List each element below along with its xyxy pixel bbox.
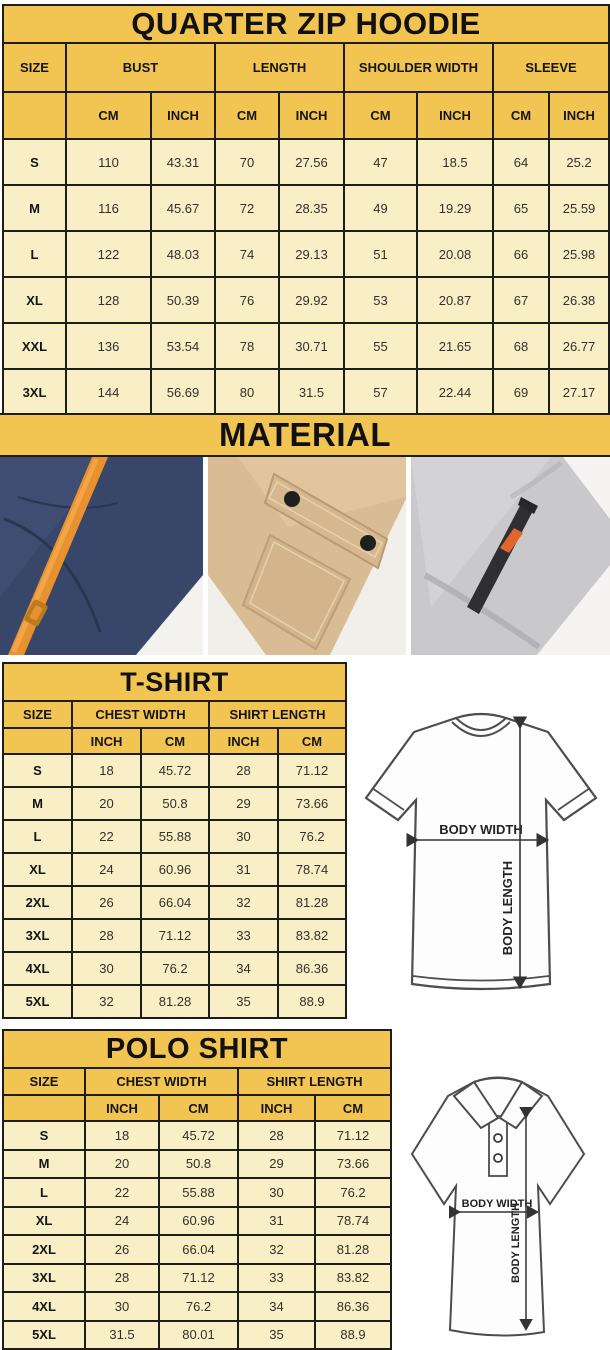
value-cell: 45.72 bbox=[141, 754, 209, 787]
value-cell: 33 bbox=[209, 919, 278, 952]
table-row bbox=[3, 1292, 391, 1321]
value-cell: 53.54 bbox=[151, 323, 215, 369]
value-cell: 88.9 bbox=[315, 1321, 391, 1350]
size-cell: M bbox=[3, 185, 66, 231]
unit-header: CM bbox=[315, 1095, 391, 1121]
value-cell: 48.03 bbox=[151, 231, 215, 277]
value-cell: 32 bbox=[238, 1235, 315, 1264]
tshirt-col-size: SIZE bbox=[3, 701, 72, 728]
value-cell: 28.35 bbox=[279, 185, 344, 231]
table-row bbox=[3, 231, 609, 277]
table-row bbox=[3, 1178, 391, 1207]
table-row bbox=[3, 820, 346, 853]
unit-header: INCH bbox=[417, 92, 493, 139]
khaki-pocket-photo bbox=[208, 457, 406, 655]
value-cell: 76.2 bbox=[141, 952, 209, 985]
value-cell: 22 bbox=[85, 1178, 159, 1207]
value-cell: 83.82 bbox=[278, 919, 346, 952]
unit-header: INCH bbox=[549, 92, 609, 139]
value-cell: 83.82 bbox=[315, 1264, 391, 1293]
value-cell: 50.8 bbox=[141, 787, 209, 820]
value-cell: 128 bbox=[66, 277, 151, 323]
value-cell: 43.31 bbox=[151, 139, 215, 185]
value-cell: 76.2 bbox=[159, 1292, 238, 1321]
value-cell: 76.2 bbox=[278, 820, 346, 853]
value-cell: 29.13 bbox=[279, 231, 344, 277]
value-cell: 28 bbox=[72, 919, 141, 952]
table-row bbox=[3, 139, 609, 185]
tshirt-col-chest-width: CHEST WIDTH bbox=[72, 701, 209, 728]
value-cell: 33 bbox=[238, 1264, 315, 1293]
size-cell: L bbox=[3, 820, 72, 853]
value-cell: 34 bbox=[238, 1292, 315, 1321]
unit-header: CM bbox=[278, 728, 346, 754]
table-row bbox=[3, 1207, 391, 1236]
hoodie-size-table bbox=[2, 4, 610, 416]
value-cell: 56.69 bbox=[151, 369, 215, 415]
unit-header: CM bbox=[344, 92, 417, 139]
value-cell: 73.66 bbox=[278, 787, 346, 820]
value-cell: 55.88 bbox=[141, 820, 209, 853]
value-cell: 67 bbox=[493, 277, 549, 323]
value-cell: 19.29 bbox=[417, 185, 493, 231]
size-cell: 2XL bbox=[3, 886, 72, 919]
value-cell: 29.92 bbox=[279, 277, 344, 323]
value-cell: 20 bbox=[85, 1150, 159, 1179]
size-cell: 4XL bbox=[3, 952, 72, 985]
value-cell: 30.71 bbox=[279, 323, 344, 369]
snap-button bbox=[360, 535, 376, 551]
value-cell: 50.39 bbox=[151, 277, 215, 323]
navy-fleece-photo bbox=[0, 457, 203, 655]
value-cell: 26.38 bbox=[549, 277, 609, 323]
placket-button bbox=[494, 1134, 502, 1142]
table-row bbox=[3, 1121, 391, 1150]
material-photo-gray-zipper bbox=[411, 457, 610, 655]
table-row bbox=[3, 1235, 391, 1264]
value-cell: 68 bbox=[493, 323, 549, 369]
unit-header: CM bbox=[66, 92, 151, 139]
value-cell: 53 bbox=[344, 277, 417, 323]
value-cell: 28 bbox=[85, 1264, 159, 1293]
unit-header: CM bbox=[493, 92, 549, 139]
value-cell: 22 bbox=[72, 820, 141, 853]
value-cell: 20.87 bbox=[417, 277, 493, 323]
size-cell: 3XL bbox=[3, 369, 66, 415]
size-cell: XL bbox=[3, 277, 66, 323]
value-cell: 28 bbox=[238, 1121, 315, 1150]
value-cell: 26 bbox=[85, 1235, 159, 1264]
value-cell: 27.56 bbox=[279, 139, 344, 185]
value-cell: 24 bbox=[72, 853, 141, 886]
value-cell: 31.5 bbox=[279, 369, 344, 415]
size-cell: M bbox=[3, 1150, 85, 1179]
polo-measurement-diagram bbox=[392, 1058, 607, 1350]
value-cell: 28 bbox=[209, 754, 278, 787]
value-cell: 32 bbox=[72, 985, 141, 1018]
value-cell: 74 bbox=[215, 231, 279, 277]
tshirt-table-title: T-SHIRT bbox=[3, 663, 346, 701]
body-length-label: BODY LENGTH bbox=[500, 860, 515, 956]
polo-table-title: POLO SHIRT bbox=[3, 1030, 391, 1068]
value-cell: 25.98 bbox=[549, 231, 609, 277]
value-cell: 80 bbox=[215, 369, 279, 415]
material-photo-navy-drawstring bbox=[0, 457, 203, 655]
material-heading bbox=[0, 413, 610, 457]
placket-button bbox=[494, 1154, 502, 1162]
value-cell: 32 bbox=[209, 886, 278, 919]
size-cell: M bbox=[3, 787, 72, 820]
unit-header: CM bbox=[159, 1095, 238, 1121]
value-cell: 35 bbox=[209, 985, 278, 1018]
table-row bbox=[3, 1321, 391, 1350]
hoodie-col-size: SIZE bbox=[3, 43, 66, 92]
table-row bbox=[3, 1264, 391, 1293]
polo-col-chest-width: CHEST WIDTH bbox=[85, 1068, 238, 1095]
empty-cell bbox=[3, 1095, 85, 1121]
value-cell: 35 bbox=[238, 1321, 315, 1350]
tshirt-size-table bbox=[2, 662, 347, 1019]
value-cell: 18 bbox=[72, 754, 141, 787]
value-cell: 60.96 bbox=[141, 853, 209, 886]
value-cell: 27.17 bbox=[549, 369, 609, 415]
size-cell: 3XL bbox=[3, 1264, 85, 1293]
table-row bbox=[3, 985, 346, 1018]
size-cell: 3XL bbox=[3, 919, 72, 952]
value-cell: 71.12 bbox=[278, 754, 346, 787]
value-cell: 30 bbox=[85, 1292, 159, 1321]
tshirt-outline bbox=[366, 714, 596, 989]
unit-header: INCH bbox=[151, 92, 215, 139]
value-cell: 26 bbox=[72, 886, 141, 919]
size-cell: L bbox=[3, 1178, 85, 1207]
material-photo-khaki-pocket bbox=[208, 457, 406, 655]
value-cell: 26.77 bbox=[549, 323, 609, 369]
table-row bbox=[3, 185, 609, 231]
value-cell: 71.12 bbox=[141, 919, 209, 952]
body-length-label: BODY LENGTH bbox=[510, 1203, 522, 1283]
tshirt-col-shirt-length: SHIRT LENGTH bbox=[209, 701, 346, 728]
table-row bbox=[3, 886, 346, 919]
size-cell: S bbox=[3, 139, 66, 185]
value-cell: 65 bbox=[493, 185, 549, 231]
value-cell: 24 bbox=[85, 1207, 159, 1236]
value-cell: 20 bbox=[72, 787, 141, 820]
value-cell: 57 bbox=[344, 369, 417, 415]
value-cell: 31.5 bbox=[85, 1321, 159, 1350]
hoodie-col-shoulder-width: SHOULDER WIDTH bbox=[344, 43, 493, 92]
table-row bbox=[3, 952, 346, 985]
value-cell: 116 bbox=[66, 185, 151, 231]
value-cell: 25.2 bbox=[549, 139, 609, 185]
size-cell: XL bbox=[3, 853, 72, 886]
value-cell: 64 bbox=[493, 139, 549, 185]
value-cell: 71.12 bbox=[315, 1121, 391, 1150]
gray-fleece-photo bbox=[411, 457, 610, 655]
value-cell: 66.04 bbox=[159, 1235, 238, 1264]
value-cell: 31 bbox=[238, 1207, 315, 1236]
unit-header: INCH bbox=[209, 728, 278, 754]
value-cell: 55.88 bbox=[159, 1178, 238, 1207]
size-cell: XXL bbox=[3, 323, 66, 369]
snap-button bbox=[284, 491, 300, 507]
table-row bbox=[3, 754, 346, 787]
value-cell: 18 bbox=[85, 1121, 159, 1150]
size-cell: XL bbox=[3, 1207, 85, 1236]
body-width-label: BODY WIDTH bbox=[439, 822, 523, 837]
table-row bbox=[3, 277, 609, 323]
value-cell: 88.9 bbox=[278, 985, 346, 1018]
value-cell: 20.08 bbox=[417, 231, 493, 277]
value-cell: 18.5 bbox=[417, 139, 493, 185]
size-cell: L bbox=[3, 231, 66, 277]
size-cell: S bbox=[3, 754, 72, 787]
value-cell: 86.36 bbox=[315, 1292, 391, 1321]
polo-size-table bbox=[2, 1029, 392, 1350]
value-cell: 45.67 bbox=[151, 185, 215, 231]
unit-header: INCH bbox=[85, 1095, 159, 1121]
table-row bbox=[3, 323, 609, 369]
value-cell: 136 bbox=[66, 323, 151, 369]
empty-cell bbox=[3, 728, 72, 754]
size-cell: 2XL bbox=[3, 1235, 85, 1264]
value-cell: 21.65 bbox=[417, 323, 493, 369]
hoodie-col-length: LENGTH bbox=[215, 43, 344, 92]
size-cell: 4XL bbox=[3, 1292, 85, 1321]
value-cell: 66 bbox=[493, 231, 549, 277]
value-cell: 78 bbox=[215, 323, 279, 369]
hoodie-col-bust: BUST bbox=[66, 43, 215, 92]
value-cell: 60.96 bbox=[159, 1207, 238, 1236]
value-cell: 78.74 bbox=[315, 1207, 391, 1236]
value-cell: 50.8 bbox=[159, 1150, 238, 1179]
hoodie-col-sleeve: SLEEVE bbox=[493, 43, 609, 92]
value-cell: 78.74 bbox=[278, 853, 346, 886]
value-cell: 122 bbox=[66, 231, 151, 277]
value-cell: 80.01 bbox=[159, 1321, 238, 1350]
value-cell: 22.44 bbox=[417, 369, 493, 415]
size-cell: 5XL bbox=[3, 1321, 85, 1350]
table-row bbox=[3, 369, 609, 415]
material-heading-text: MATERIAL bbox=[218, 416, 392, 453]
polo-col-size: SIZE bbox=[3, 1068, 85, 1095]
body-width-label: BODY WIDTH bbox=[461, 1198, 533, 1210]
value-cell: 29 bbox=[238, 1150, 315, 1179]
hoodie-table-title: QUARTER ZIP HOODIE bbox=[3, 5, 609, 43]
value-cell: 25.59 bbox=[549, 185, 609, 231]
value-cell: 49 bbox=[344, 185, 417, 231]
size-cell: 5XL bbox=[3, 985, 72, 1018]
unit-header: INCH bbox=[238, 1095, 315, 1121]
table-row bbox=[3, 787, 346, 820]
value-cell: 45.72 bbox=[159, 1121, 238, 1150]
material-photo-strip bbox=[0, 457, 610, 655]
table-row bbox=[3, 1150, 391, 1179]
placket bbox=[489, 1116, 507, 1176]
value-cell: 144 bbox=[66, 369, 151, 415]
value-cell: 55 bbox=[344, 323, 417, 369]
value-cell: 72 bbox=[215, 185, 279, 231]
empty-cell bbox=[3, 92, 66, 139]
size-cell: S bbox=[3, 1121, 85, 1150]
value-cell: 73.66 bbox=[315, 1150, 391, 1179]
value-cell: 69 bbox=[493, 369, 549, 415]
value-cell: 76 bbox=[215, 277, 279, 323]
value-cell: 30 bbox=[72, 952, 141, 985]
unit-header: INCH bbox=[72, 728, 141, 754]
value-cell: 34 bbox=[209, 952, 278, 985]
unit-header: CM bbox=[141, 728, 209, 754]
value-cell: 71.12 bbox=[159, 1264, 238, 1293]
value-cell: 29 bbox=[209, 787, 278, 820]
value-cell: 81.28 bbox=[315, 1235, 391, 1264]
tshirt-measurement-diagram bbox=[352, 688, 610, 1018]
unit-header: INCH bbox=[279, 92, 344, 139]
value-cell: 30 bbox=[238, 1178, 315, 1207]
value-cell: 86.36 bbox=[278, 952, 346, 985]
value-cell: 66.04 bbox=[141, 886, 209, 919]
table-row bbox=[3, 919, 346, 952]
value-cell: 81.28 bbox=[141, 985, 209, 1018]
value-cell: 31 bbox=[209, 853, 278, 886]
value-cell: 110 bbox=[66, 139, 151, 185]
value-cell: 70 bbox=[215, 139, 279, 185]
polo-col-shirt-length: SHIRT LENGTH bbox=[238, 1068, 391, 1095]
value-cell: 47 bbox=[344, 139, 417, 185]
value-cell: 81.28 bbox=[278, 886, 346, 919]
value-cell: 76.2 bbox=[315, 1178, 391, 1207]
table-row bbox=[3, 853, 346, 886]
value-cell: 30 bbox=[209, 820, 278, 853]
value-cell: 51 bbox=[344, 231, 417, 277]
unit-header: CM bbox=[215, 92, 279, 139]
